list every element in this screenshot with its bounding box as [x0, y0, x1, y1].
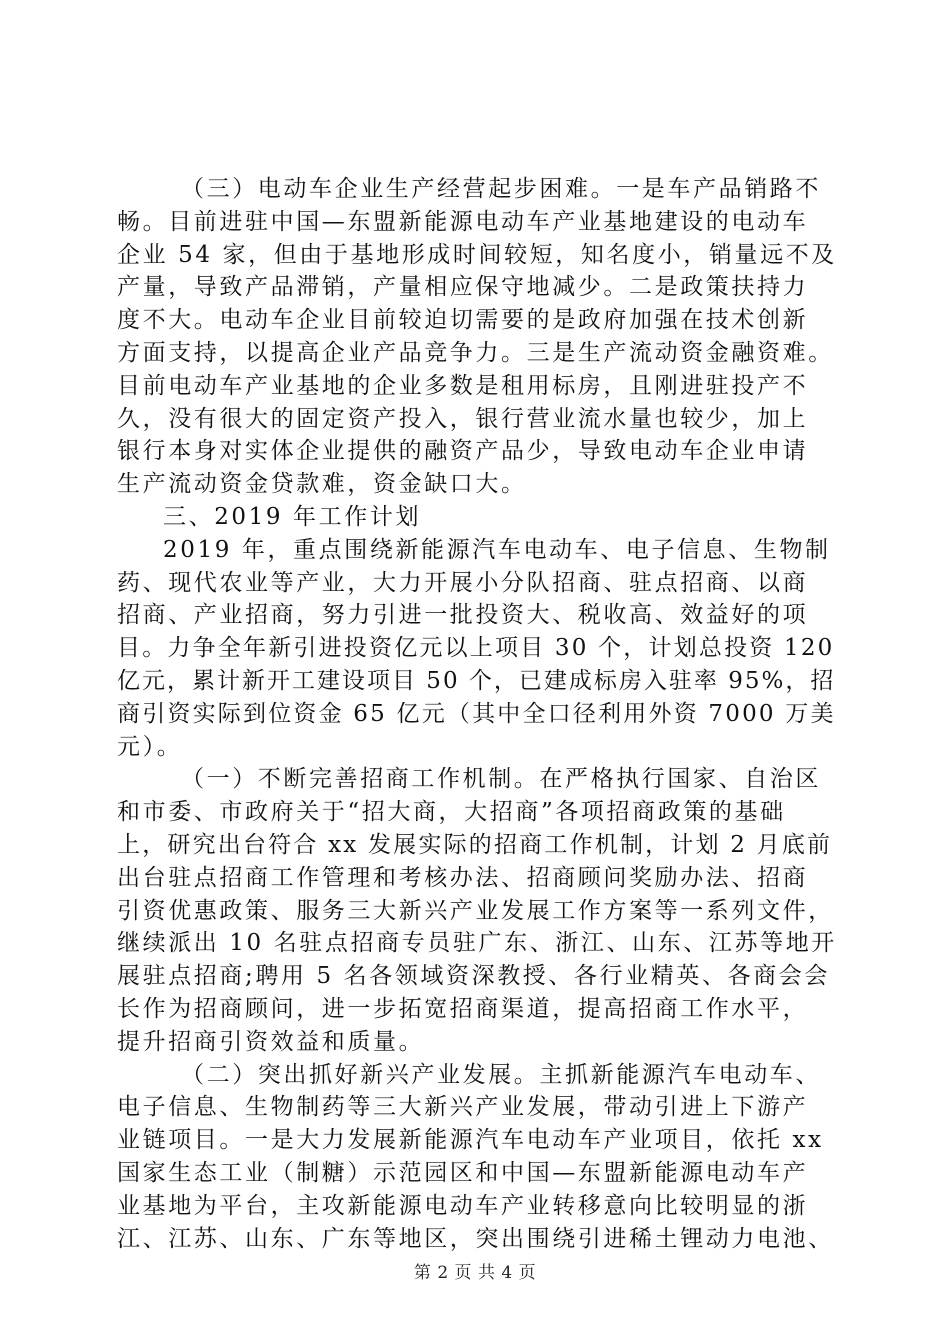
text-line: 目前电动车产业基地的企业多数是租用标房，且刚进驻投产不	[117, 372, 809, 399]
document-body	[117, 173, 837, 1255]
text-line: 药、现代农业等产业，大力开展小分队招商、驻点招商、以商	[117, 569, 809, 596]
text-line: 亿元，累计新开工建设项目 50 个，已建成标房入驻率 95%，招	[117, 667, 836, 694]
text-line: 银行本身对实体企业提供的融资产品少，导致电动车企业申请	[117, 438, 809, 465]
page-footer: 第 2 页 共 4 页	[413, 1263, 537, 1283]
text-line: （三）电动车企业生产经营起步困难。一是车产品销路不	[181, 176, 821, 202]
text-line: 三、2019 年工作计划	[163, 503, 422, 530]
text-line: 提升招商引资效益和质量。	[117, 1028, 425, 1055]
text-line: 展驻点招商;聘用 5 名各领域资深教授、各行业精英、各商会会	[117, 963, 831, 990]
text-line: 业链项目。一是大力发展新能源汽车电动车产业项目，依托 xx	[117, 1127, 824, 1154]
text-line: 上，研究出台符合 xx 发展实际的招商工作机制，计划 2 月底前	[117, 831, 833, 858]
text-line: 产量，导致产品滞销，产量相应保守地减少。二是政策扶持力	[117, 274, 809, 301]
text-line: 元）。	[117, 733, 183, 760]
text-line: 商引资实际到位资金 65 亿元（其中全口径利用外资 7000 万美	[117, 700, 836, 727]
text-line: 电子信息、生物制药等三大新兴产业发展，带动引进上下游产	[117, 1094, 809, 1121]
text-line: 企业 54 家，但由于基地形成时间较短，知名度小，销量远不及	[117, 241, 837, 268]
text-line: 2019 年，重点围绕新能源汽车电动车、电子信息、生物制	[163, 536, 831, 563]
text-line: 业基地为平台，主攻新能源电动车产业转移意向比较明显的浙	[117, 1192, 809, 1219]
text-line: 招商、产业招商，努力引进一批投资大、税收高、效益好的项	[117, 602, 809, 629]
text-line: 方面支持，以提高企业产品竞争力。三是生产流动资金融资难。	[117, 339, 834, 366]
text-line: 目。力争全年新引进投资亿元以上项目 30 个，计划总投资 120	[117, 635, 835, 662]
text-line: 畅。目前进驻中国—东盟新能源电动车产业基地建设的电动车	[117, 208, 809, 235]
text-line: 国家生态工业（制糖）示范园区和中国—东盟新能源电动车产	[117, 1159, 809, 1186]
text-line: 长作为招商顾问，进一步拓宽招商渠道，提高招商工作水平，	[117, 995, 809, 1022]
text-line: 江、江苏、山东、广东等地区，突出围绕引进稀土锂动力电池、	[117, 1225, 834, 1252]
text-line: 度不大。电动车企业目前较迫切需要的是政府加强在技术创新	[117, 307, 809, 334]
text-line: 出台驻点招商工作管理和考核办法、招商顾问奖励办法、招商	[117, 864, 809, 891]
text-line: （一）不断完善招商工作机制。在严格执行国家、自治区	[181, 766, 821, 793]
text-line: 引资优惠政策、服务三大新兴产业发展工作方案等一系列文件，	[117, 897, 834, 924]
text-line: 生产流动资金贷款难，资金缺口大。	[117, 471, 527, 498]
text-line: 久，没有很大的固定资产投入，银行营业流水量也较少，加上	[117, 405, 809, 432]
text-line: 继续派出 10 名驻点招商专员驻广东、浙江、山东、江苏等地开	[117, 930, 837, 957]
text-line: （二）突出抓好新兴产业发展。主抓新能源汽车电动车、	[181, 1061, 821, 1088]
text-line: 和市委、市政府关于“招大商，大招商”各项招商政策的基础	[117, 799, 786, 826]
